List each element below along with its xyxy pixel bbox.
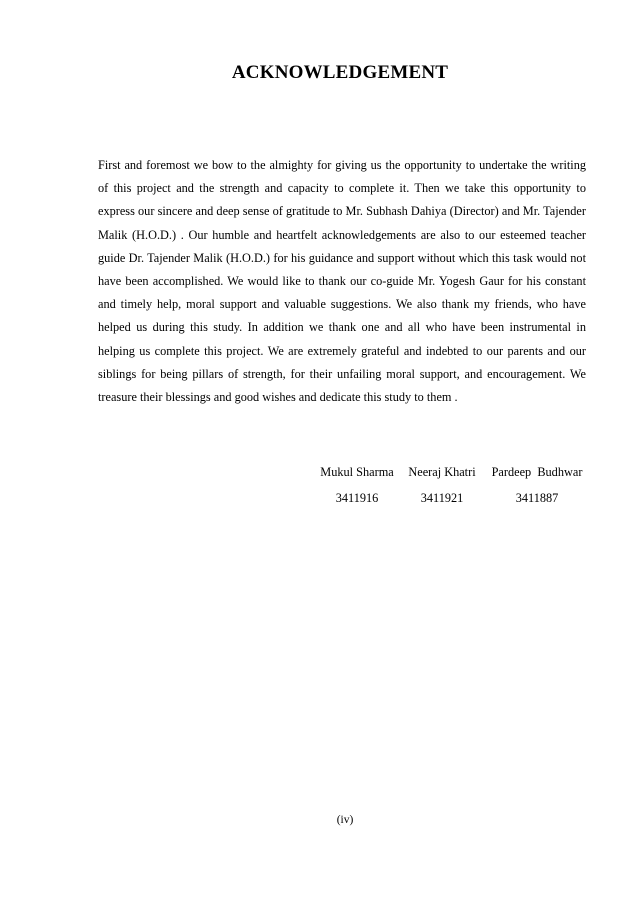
- signatory-name: Mukul Sharma: [320, 464, 394, 479]
- signatory-names-row: [312, 459, 592, 485]
- signatory-name: Neeraj Khatri: [408, 464, 476, 479]
- page-title: ACKNOWLEDGEMENT: [231, 62, 449, 83]
- signatory-roll-number: 3411887: [515, 490, 559, 505]
- signatures-block: [312, 459, 592, 511]
- page-number: (iv): [336, 814, 354, 826]
- signatory-roll-number: 3411921: [420, 490, 464, 505]
- signatory-name: Pardeep Budhwar: [491, 464, 583, 479]
- signatory-rolls-row: [312, 485, 592, 511]
- signatory-roll-number: 3411916: [335, 490, 379, 505]
- acknowledgement-paragraph: First and foremost we bow to the almighty for giving us the opportunity to undertake the writing of this project and the strength and capacity to complete it. Then we take this opportunity to express our sincere and deep sense of gratitude to Mr. Subhash Dahiya (Director) and Mr. Tajender Malik (H.O.D.) . Our humble and heartfelt acknowledgements are also to our esteemed teacher guide Dr. Tajender Malik (H.O.D.) for his guidance and support without which this task would not have been accomplished. We would like to thank our co-guide Mr. Yogesh Gaur for his constant and timely help, moral support and valuable suggestions. We also thank my friends, who have helped us during this study. In addition we thank one and all who have been instrumental in helping us complete this project. We are extremely grateful and indebted to our parents and our siblings for being pillars of strength, for their unfailing moral support, and encouragement. We treasure their blessings and good wishes and dedicate this study to them .: [98, 158, 586, 405]
